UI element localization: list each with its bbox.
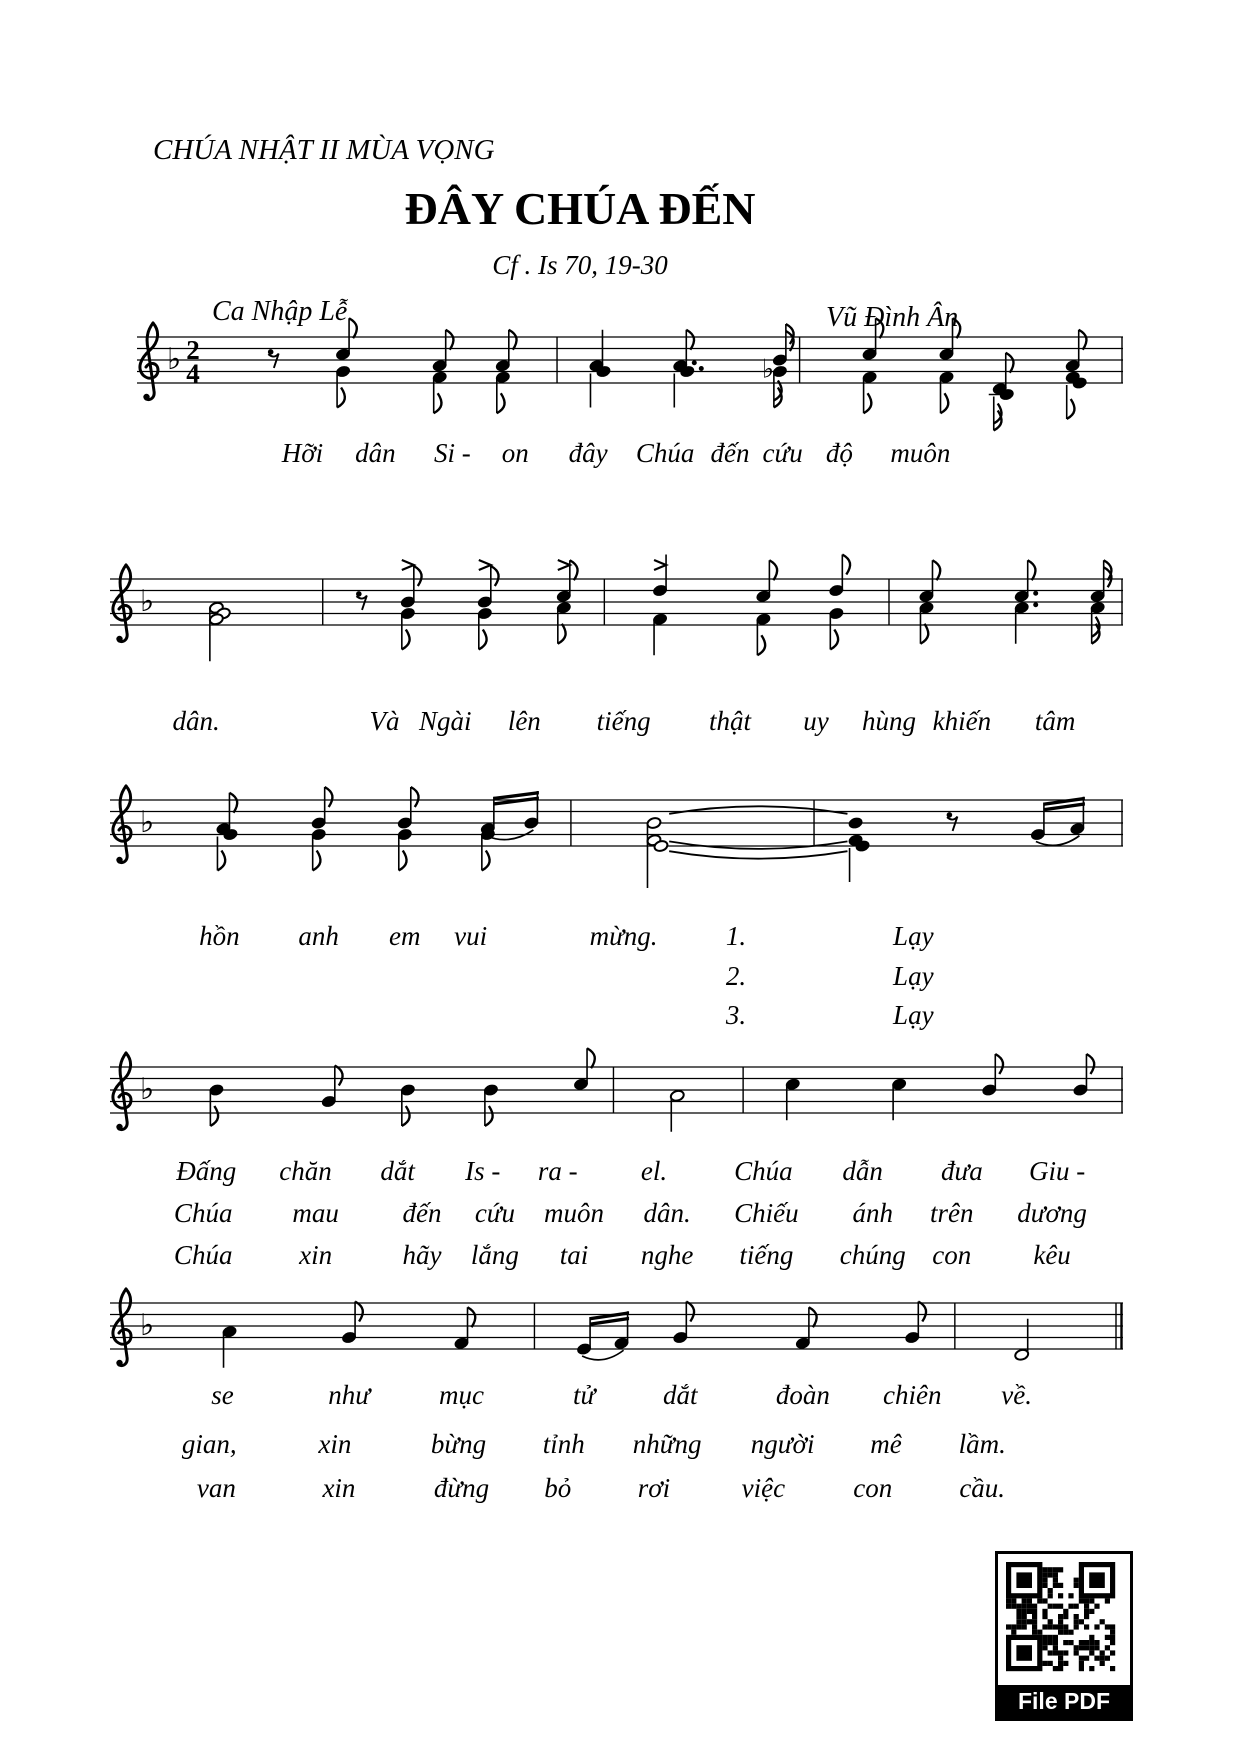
song-title: ĐÂY CHÚA ĐẾN [404,183,756,234]
lyric-token: Lạy [893,961,934,991]
liturgical-heading: CHÚA NHẬT II MÙA VỌNG [153,134,495,166]
lyric-token: Lạy [893,1000,934,1030]
qr-label: File PDF [998,1685,1130,1718]
lyric-token: tai [559,1240,589,1270]
final-line-3 [110,1473,1123,1509]
lyric-token: đừng [433,1473,490,1503]
lyric-token: lầm. [958,1429,1006,1459]
genre-label: Ca Nhập Lễ [212,296,348,327]
lyric-token: Và [369,706,400,736]
lyric-token: rơi [637,1473,671,1503]
lyric-token: Chúa [173,1240,233,1270]
composer-name: Vũ Đình Ân [826,302,959,333]
lyric-token: đưa [941,1156,983,1186]
scripture-reference: Cf . Is 70, 19-30 [492,250,668,280]
lyric-token: hãy [402,1240,442,1270]
lyric-token: cầu. [959,1473,1006,1503]
lyric-token: tỉnh [542,1429,585,1459]
lyric-token: những [632,1429,702,1459]
qr-code-icon [998,1554,1130,1685]
lyric-token: hùng [861,706,916,736]
lyric-token: dân [355,438,396,468]
lyric-token: tiếng [596,706,651,736]
lyric-token: độ [825,438,853,468]
lyric-token: xin [318,1429,352,1459]
lyric-token: mau [292,1198,339,1228]
lyric-token: dắt [663,1380,698,1410]
lyric-token: tâm [1034,706,1076,736]
svg-text:♭: ♭ [140,584,155,619]
lyric-token: Si - [434,438,471,468]
lyric-token: tử [572,1380,596,1410]
lyric-token: Chúa [734,1156,793,1186]
lyric-token: lắng [470,1240,519,1270]
lyric-token: 1. [725,921,747,951]
lyric-token: em [389,921,421,951]
lyric-token: Ngài [419,706,472,736]
lyric-token: van [196,1473,236,1503]
lyric-token: chiên [883,1380,942,1410]
lyric-token: dân. [172,706,220,736]
lyric-token: ra - [537,1156,578,1186]
lyric-token: nghe [640,1240,694,1270]
svg-text:♭: ♭ [140,805,155,840]
svg-text:2: 2 [186,335,200,365]
lyric-token: Chúa [635,438,695,468]
lyric-line-2 [110,706,1123,742]
svg-text:♭: ♭ [167,342,182,377]
lyric-token: gian, [181,1429,237,1459]
title-wrap [137,182,1023,235]
lyric-token: dẫn [842,1156,883,1186]
lyric-token: mê [870,1429,902,1459]
lyric-token: đây [568,438,608,468]
lyric-token: lên [507,706,541,736]
lyric-token: dương [1017,1198,1087,1228]
final-line-2 [110,1429,1123,1465]
verse-line-3 [110,1240,1123,1276]
lyric-token: bỏ [544,1473,572,1503]
lyric-token: đến [710,438,750,468]
lyric-token: vui [454,921,488,951]
lyric-token: se [211,1380,234,1410]
lyric-token: khiến [932,706,992,736]
lyric-token: anh [298,921,339,951]
lyric-token: việc [741,1473,786,1503]
final-line-1 [110,1380,1123,1416]
lyric-token: Hỡi [281,438,324,468]
lyric-token: ánh [852,1198,894,1228]
lyric-token: trên [930,1198,974,1228]
lyric-token: Lạy [893,921,934,951]
svg-text:♭: ♭ [140,1308,155,1343]
lyric-token: xin [322,1473,356,1503]
lyric-token: Đấng [176,1156,237,1186]
lyric-token: người [750,1429,815,1459]
lyric-token: cứu [762,438,803,468]
lyric-token: chúng [839,1240,906,1270]
lyric-token: 2. [725,961,747,991]
svg-text:♭: ♭ [140,1072,155,1107]
lyric-token: dân. [643,1198,691,1228]
lyric-token: Is - [465,1156,501,1186]
svg-text:♭: ♭ [761,354,775,385]
lyric-token: dắt [380,1156,415,1186]
lyric-token: đoàn [775,1380,830,1410]
lyric-token: el. [640,1156,668,1186]
lyric-token: bừng [430,1429,487,1459]
lyric-token: hồn [199,921,240,951]
lyric-line-4 [110,961,1123,997]
lyric-token: kêu [1033,1240,1071,1270]
qr-code-box [995,1551,1133,1721]
staff-2 [110,529,1123,701]
lyric-token: Chiếu [734,1198,799,1228]
lyric-line-1 [110,438,1123,474]
verse-line-2 [110,1198,1123,1234]
lyric-token: 3. [725,1000,747,1030]
svg-text:4: 4 [186,358,200,389]
lyric-token: xin [299,1240,333,1270]
lyric-token: đến [402,1198,442,1228]
lyric-token: mừng. [589,921,658,951]
lyric-token: về. [1001,1380,1032,1410]
lyric-token: muôn [890,438,951,468]
lyric-token: chăn [279,1156,332,1186]
lyric-token: con [932,1240,972,1270]
lyric-token: muôn [543,1198,604,1228]
lyric-token: con [853,1473,893,1503]
lyric-token: Chúa [173,1198,233,1228]
lyric-token: on [501,438,529,468]
staff-3 [110,750,1123,922]
lyric-token: mục [439,1380,484,1410]
lyric-token: thật [708,706,751,736]
lyric-token: cứu [474,1198,516,1228]
lyric-token: uy [803,706,829,736]
lyric-token: như [328,1380,370,1410]
lyric-line-3 [110,921,1123,957]
lyric-line-5 [110,1000,1123,1036]
lyric-token: Giu - [1029,1156,1086,1186]
staff-1 [137,287,1123,459]
verse-line-1 [110,1156,1123,1192]
lyric-token: tiếng [739,1240,794,1270]
